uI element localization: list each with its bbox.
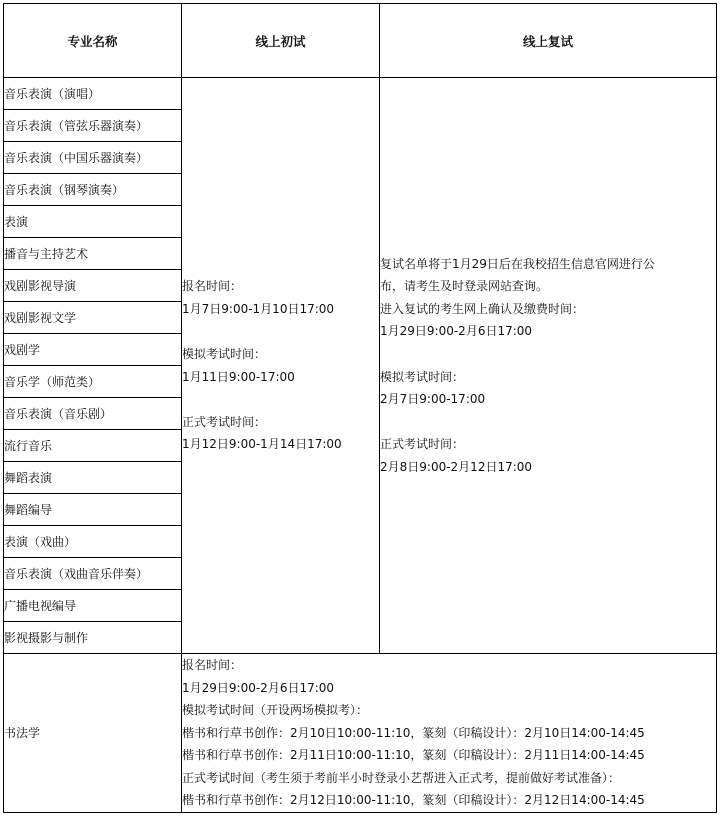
calligraphy-line: 1月29日9:00-2月6日17:00	[182, 680, 335, 695]
major-name-cell: 书法学	[4, 654, 182, 813]
header-row	[4, 4, 717, 78]
exam-schedule-table	[3, 3, 717, 813]
major-name-cell: 音乐学（师范类）	[4, 366, 182, 398]
major-name-cell: 音乐表演（中国乐器演奏）	[4, 142, 182, 174]
retest-line: 进入复试的考生网上确认及缴费时间：	[380, 301, 585, 316]
major-name-cell: 音乐表演（演唱）	[4, 78, 182, 110]
preliminary-line: 报名时间：	[182, 279, 243, 294]
preliminary-line	[182, 388, 379, 411]
major-row	[4, 78, 717, 110]
major-name-cell: 流行音乐	[4, 430, 182, 462]
retest-line: 复试名单将于1月29日后在我校招生信息官网进行公	[380, 256, 655, 271]
retest-line: 2月7日9:00-17:00	[380, 392, 486, 407]
retest-line: 2月8日9:00-2月12日17:00	[380, 459, 533, 474]
preliminary-line: 1月7日9:00-1月10日17:00	[182, 301, 335, 316]
major-name-cell: 播音与主持艺术	[4, 238, 182, 270]
retest-line	[380, 343, 716, 366]
calligraphy-line: 楷书和行草书创作：2月11日10:00-11:10，篆刻（印稿设计）：2月11日14:00-14:45	[182, 748, 645, 762]
major-name-cell: 戏剧影视导演	[4, 270, 182, 302]
retest-schedule-cell	[380, 78, 717, 654]
preliminary-line	[182, 320, 379, 343]
major-name-cell: 音乐表演（音乐剧）	[4, 398, 182, 430]
header-online-preliminary: 线上初试	[182, 4, 380, 78]
major-name-cell: 音乐表演（戏曲音乐伴奏）	[4, 558, 182, 590]
calligraphy-line: 模拟考试时间（开设两场模拟考）：	[182, 703, 369, 717]
major-name-cell: 舞蹈编导	[4, 494, 182, 526]
header-major-name: 专业名称	[4, 4, 182, 78]
retest-line: 正式考试时间：	[380, 437, 465, 452]
preliminary-schedule-cell	[182, 78, 380, 654]
calligraphy-row	[4, 654, 717, 813]
preliminary-line: 模拟考试时间：	[182, 346, 267, 361]
retest-line: 模拟考试时间：	[380, 369, 465, 384]
major-name-cell: 表演（戏曲）	[4, 526, 182, 558]
calligraphy-schedule-cell	[182, 654, 717, 813]
header-online-retest: 线上复试	[380, 4, 717, 78]
major-name-cell: 音乐表演（钢琴演奏）	[4, 174, 182, 206]
preliminary-line: 1月11日9:00-17:00	[182, 369, 295, 384]
retest-line: 布，请考生及时登录网站查询。	[380, 279, 549, 294]
major-name-cell: 广播电视编导	[4, 590, 182, 622]
major-name-cell: 舞蹈表演	[4, 462, 182, 494]
retest-line: 1月29日9:00-2月6日17:00	[380, 324, 533, 339]
major-name-cell: 音乐表演（管弦乐器演奏）	[4, 110, 182, 142]
major-name-cell: 表演	[4, 206, 182, 238]
major-name-cell: 戏剧学	[4, 334, 182, 366]
calligraphy-line: 楷书和行草书创作：2月12日10:00-11:10，篆刻（印稿设计）：2月12日14:00-14:45	[182, 793, 645, 807]
calligraphy-line: 正式考试时间（考生须于考前半小时登录小艺帮进入正式考，提前做好考试准备）：	[182, 770, 621, 785]
preliminary-line: 正式考试时间：	[182, 414, 267, 429]
calligraphy-line: 报名时间：	[182, 658, 243, 672]
major-name-cell: 影视摄影与制作	[4, 622, 182, 654]
calligraphy-line: 楷书和行草书创作：2月10日10:00-11:10，篆刻（印稿设计）：2月10日14:00-14:45	[182, 725, 645, 740]
retest-line	[380, 411, 716, 434]
preliminary-line: 1月12日9:00-1月14日17:00	[182, 437, 342, 452]
major-name-cell: 戏剧影视文学	[4, 302, 182, 334]
